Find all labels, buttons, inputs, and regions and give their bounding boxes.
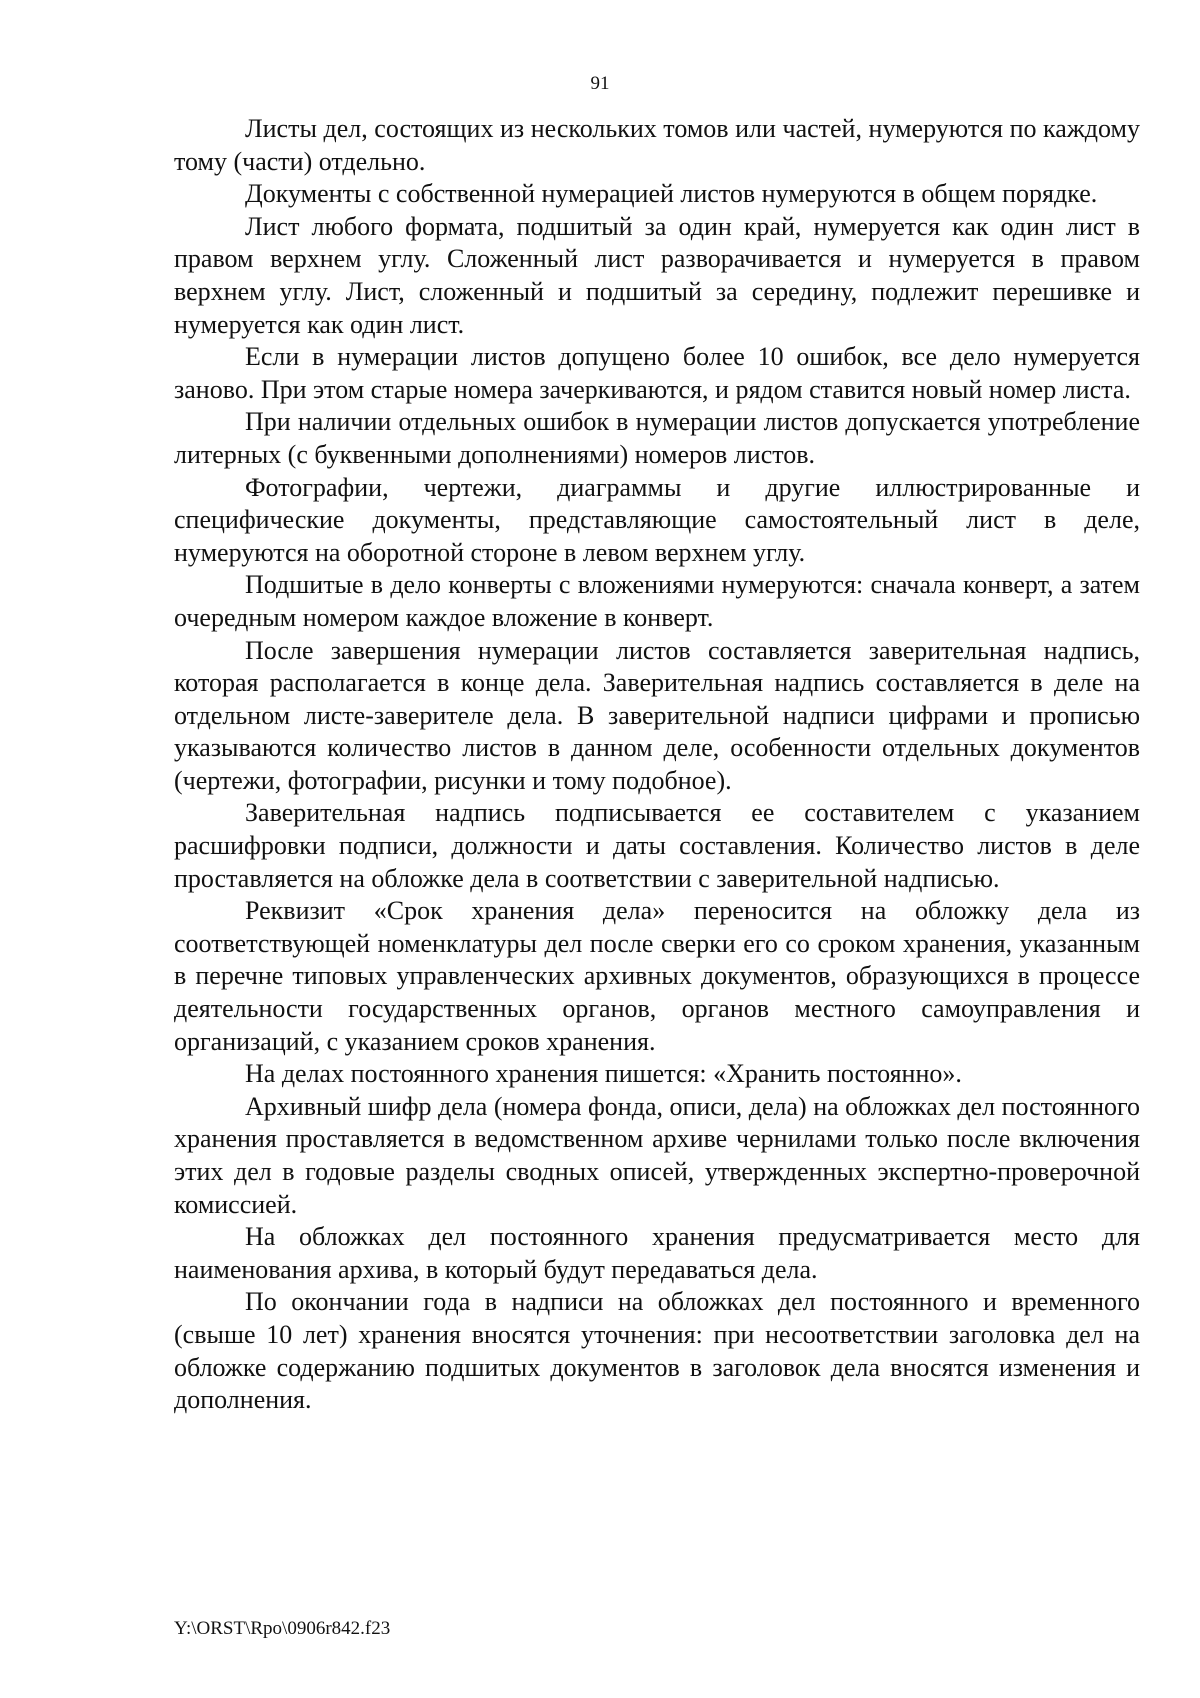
paragraph-11: На делах постоянного хранения пишется: «Хранить постоянно». <box>245 1059 962 1089</box>
document-body <box>174 113 1140 1417</box>
paragraph-7: Подшитые в дело конверты с вложениями нумеруются: сначала конверт, а затем очередным номером каждое вложение в конверт. <box>174 570 1140 632</box>
paragraph-6: Фотографии, чертежи, диаграммы и другие иллюстрированные и специфические документы, представляющие самостоятельный лист в деле, нумеруются на оборотной стороне в левом верхнем углу. <box>174 472 1140 567</box>
paragraph-3: Лист любого формата, подшитый за один край, нумеруется как один лист в правом верхнем углу. Сложенный лист разворачивается и нумеруется в правом верхнем углу. Лист, сложенный и подшитый за середину, подлежит перешивке и нумеруется как один лист. <box>174 211 1140 339</box>
paragraph-8: После завершения нумерации листов составляется заверительная надпись, которая располагается в конце дела. Заверительная надпись составляется в деле на отдельном листе-заверителе дела. В заверительной надписи цифрами и прописью указываются количество листов в данном деле, особенности отдельных документов (чертежи, фотографии, рисунки и тому подобное). <box>174 635 1140 795</box>
paragraph-14: По окончании года в надписи на обложках дел постоянного и временного (свыше 10 лет) хранения вносятся уточнения: при несоответствии заголовка дел на обложке содержанию подшитых документов в заголовок дела вносятся изменения и дополнения. <box>174 1287 1140 1415</box>
footer-file-path: Y:\ORST\Rpo\0906r842.f23 <box>174 1618 391 1639</box>
page-number: 91 <box>590 73 610 94</box>
paragraph-1: Листы дел, состоящих из нескольких томов или частей, нумеруются по каждому тому (части) отдельно. <box>174 114 1140 176</box>
paragraph-2: Документы с собственной нумерацией листов нумеруются в общем порядке. <box>245 179 1098 209</box>
paragraph-13: На обложках дел постоянного хранения предусматривается место для наименования архива, в который будут передаваться дела. <box>174 1222 1140 1284</box>
paragraph-10: Реквизит «Срок хранения дела» переносится на обложку дела из соответствующей номенклатуры дел после сверки его со сроком хранения, указанным в перечне типовых управленческих архивных документов, образующихся в процессе деятельности государственных органов, органов местного самоуправления и организаций, с указанием сроков хранения. <box>174 896 1140 1056</box>
paragraph-4: Если в нумерации листов допущено более 10 ошибок, все дело нумеруется заново. При этом старые номера зачеркиваются, и рядом ставится новый номер листа. <box>174 342 1140 404</box>
paragraph-9: Заверительная надпись подписывается ее составителем с указанием расшифровки подписи, должности и даты составления. Количество листов в деле проставляется на обложке дела в соответствии с заверительной надписью. <box>174 798 1140 893</box>
paragraph-12: Архивный шифр дела (номера фонда, описи, дела) на обложках дел постоянного хранения проставляется в ведомственном архиве чернилами только после включения этих дел в годовые разделы сводных описей, утвержденных экспертно-проверочной комиссией. <box>174 1091 1140 1219</box>
paragraph-5: При наличии отдельных ошибок в нумерации листов допускается употребление литерных (с буквенными дополнениями) номеров листов. <box>174 407 1140 469</box>
